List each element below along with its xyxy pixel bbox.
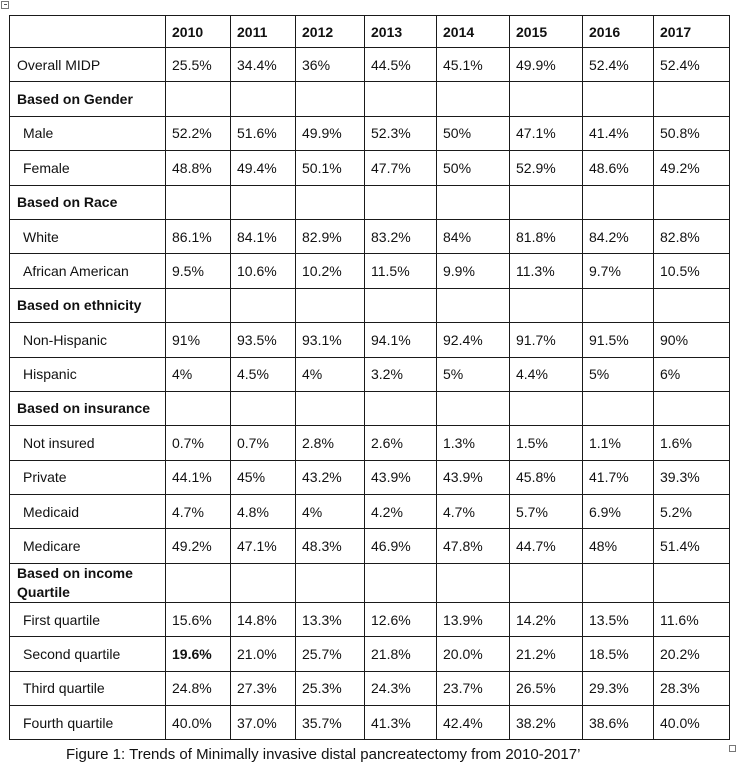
value-cell xyxy=(365,288,437,322)
value-cell: 45% xyxy=(231,460,296,494)
value-cell: 29.3% xyxy=(583,671,654,705)
value-cell: 1.1% xyxy=(583,426,654,460)
value-cell: 37.0% xyxy=(231,706,296,740)
value-cell: 20.0% xyxy=(437,637,510,671)
value-cell: 11.6% xyxy=(654,602,730,636)
value-cell: 49.9% xyxy=(296,116,365,150)
row-label: Male xyxy=(10,116,166,150)
table-body xyxy=(10,48,730,740)
figure-caption: Figure 1: Trends of Minimally invasive distal pancreatectomy from 2010-2017’ xyxy=(66,746,581,763)
value-cell: 91.5% xyxy=(583,323,654,357)
year-header: 2017 xyxy=(654,16,730,48)
value-cell: 84% xyxy=(437,219,510,253)
value-cell xyxy=(437,391,510,425)
value-cell xyxy=(365,185,437,219)
value-cell: 48.6% xyxy=(583,151,654,185)
value-cell: 49.9% xyxy=(510,48,583,82)
row-label: Medicaid xyxy=(10,495,166,529)
value-cell: 90% xyxy=(654,323,730,357)
value-cell: 14.8% xyxy=(231,602,296,636)
value-cell: 5% xyxy=(437,357,510,391)
value-cell: 24.3% xyxy=(365,671,437,705)
row-label: Medicare xyxy=(10,529,166,563)
value-cell xyxy=(231,82,296,116)
value-cell: 47.1% xyxy=(231,529,296,563)
value-cell xyxy=(166,288,231,322)
table-header-row xyxy=(10,16,730,48)
value-cell: 48.8% xyxy=(166,151,231,185)
value-cell: 1.6% xyxy=(654,426,730,460)
row-label: White xyxy=(10,219,166,253)
value-cell: 3.2% xyxy=(365,357,437,391)
table-row xyxy=(10,671,730,705)
value-cell: 43.2% xyxy=(296,460,365,494)
value-cell xyxy=(437,82,510,116)
value-cell: 34.4% xyxy=(231,48,296,82)
value-cell: 4.5% xyxy=(231,357,296,391)
row-label: Fourth quartile xyxy=(10,706,166,740)
value-cell: 1.3% xyxy=(437,426,510,460)
table-row xyxy=(10,48,730,82)
value-cell xyxy=(296,391,365,425)
value-cell: 41.7% xyxy=(583,460,654,494)
value-cell: 52.3% xyxy=(365,116,437,150)
value-cell: 24.8% xyxy=(166,671,231,705)
value-cell: 91% xyxy=(166,323,231,357)
value-cell: 84.1% xyxy=(231,219,296,253)
section-header-row xyxy=(10,185,730,219)
value-cell: 49.2% xyxy=(166,529,231,563)
value-cell xyxy=(437,563,510,602)
value-cell xyxy=(510,288,583,322)
value-cell xyxy=(654,288,730,322)
value-cell: 13.3% xyxy=(296,602,365,636)
value-cell: 4.7% xyxy=(437,495,510,529)
value-cell: 4.2% xyxy=(365,495,437,529)
value-cell: 93.1% xyxy=(296,323,365,357)
table-row xyxy=(10,323,730,357)
value-cell: 44.5% xyxy=(365,48,437,82)
section-label: Based on insurance xyxy=(10,391,166,425)
value-cell: 6.9% xyxy=(583,495,654,529)
value-cell: 86.1% xyxy=(166,219,231,253)
value-cell: 4.7% xyxy=(166,495,231,529)
value-cell: 52.4% xyxy=(583,48,654,82)
value-cell: 13.5% xyxy=(583,602,654,636)
section-header-row xyxy=(10,288,730,322)
value-cell xyxy=(231,391,296,425)
row-label: Non-Hispanic xyxy=(10,323,166,357)
value-cell: 39.3% xyxy=(654,460,730,494)
value-cell: 45.1% xyxy=(437,48,510,82)
value-cell: 21.8% xyxy=(365,637,437,671)
value-cell: 27.3% xyxy=(231,671,296,705)
section-label: Based on Race xyxy=(10,185,166,219)
value-cell xyxy=(654,82,730,116)
value-cell: 4.8% xyxy=(231,495,296,529)
value-cell: 28.3% xyxy=(654,671,730,705)
value-cell: 4% xyxy=(296,495,365,529)
value-cell: 25.5% xyxy=(166,48,231,82)
value-cell: 49.4% xyxy=(231,151,296,185)
value-cell xyxy=(166,391,231,425)
value-cell: 14.2% xyxy=(510,602,583,636)
value-cell: 6% xyxy=(654,357,730,391)
value-cell xyxy=(365,563,437,602)
value-cell: 4.4% xyxy=(510,357,583,391)
value-cell xyxy=(231,185,296,219)
value-cell: 13.9% xyxy=(437,602,510,636)
value-cell: 45.8% xyxy=(510,460,583,494)
value-cell: 9.5% xyxy=(166,254,231,288)
value-cell: 50.8% xyxy=(654,116,730,150)
value-cell xyxy=(437,288,510,322)
value-cell xyxy=(437,185,510,219)
value-cell: 19.6% xyxy=(166,637,231,671)
value-cell: 42.4% xyxy=(437,706,510,740)
value-cell: 18.5% xyxy=(583,637,654,671)
table-row xyxy=(10,706,730,740)
value-cell: 46.9% xyxy=(365,529,437,563)
section-label: Based on ethnicity xyxy=(10,288,166,322)
value-cell: 52.2% xyxy=(166,116,231,150)
year-header: 2014 xyxy=(437,16,510,48)
table-row xyxy=(10,116,730,150)
value-cell: 91.7% xyxy=(510,323,583,357)
table-row xyxy=(10,426,730,460)
year-header: 2012 xyxy=(296,16,365,48)
row-label: Overall MIDP xyxy=(10,48,166,82)
value-cell: 44.7% xyxy=(510,529,583,563)
value-cell: 2.6% xyxy=(365,426,437,460)
value-cell: 43.9% xyxy=(365,460,437,494)
value-cell: 23.7% xyxy=(437,671,510,705)
value-cell xyxy=(166,82,231,116)
year-header: 2011 xyxy=(231,16,296,48)
table-row xyxy=(10,219,730,253)
row-label: Second quartile xyxy=(10,637,166,671)
value-cell: 36% xyxy=(296,48,365,82)
value-cell xyxy=(510,563,583,602)
value-cell: 41.4% xyxy=(583,116,654,150)
value-cell: 21.0% xyxy=(231,637,296,671)
value-cell: 1.5% xyxy=(510,426,583,460)
midp-trends-table xyxy=(9,15,730,740)
table-row xyxy=(10,529,730,563)
value-cell: 25.7% xyxy=(296,637,365,671)
value-cell: 11.5% xyxy=(365,254,437,288)
value-cell: 20.2% xyxy=(654,637,730,671)
value-cell: 2.8% xyxy=(296,426,365,460)
row-label: Third quartile xyxy=(10,671,166,705)
value-cell: 40.0% xyxy=(166,706,231,740)
value-cell: 51.4% xyxy=(654,529,730,563)
value-cell: 81.8% xyxy=(510,219,583,253)
row-label: Not insured xyxy=(10,426,166,460)
value-cell: 52.9% xyxy=(510,151,583,185)
section-header-row xyxy=(10,391,730,425)
value-cell: 35.7% xyxy=(296,706,365,740)
value-cell: 47.1% xyxy=(510,116,583,150)
value-cell: 83.2% xyxy=(365,219,437,253)
row-label: Female xyxy=(10,151,166,185)
value-cell: 15.6% xyxy=(166,602,231,636)
value-cell xyxy=(583,185,654,219)
value-cell: 43.9% xyxy=(437,460,510,494)
table-row xyxy=(10,637,730,671)
year-header: 2013 xyxy=(365,16,437,48)
value-cell: 48.3% xyxy=(296,529,365,563)
value-cell xyxy=(583,82,654,116)
value-cell: 50.1% xyxy=(296,151,365,185)
value-cell: 9.7% xyxy=(583,254,654,288)
value-cell xyxy=(583,563,654,602)
value-cell: 38.2% xyxy=(510,706,583,740)
value-cell xyxy=(231,563,296,602)
value-cell xyxy=(583,391,654,425)
value-cell: 49.2% xyxy=(654,151,730,185)
table-row xyxy=(10,357,730,391)
value-cell: 10.6% xyxy=(231,254,296,288)
value-cell xyxy=(296,185,365,219)
value-cell: 92.4% xyxy=(437,323,510,357)
value-cell xyxy=(296,563,365,602)
value-cell xyxy=(296,288,365,322)
value-cell: 50% xyxy=(437,116,510,150)
value-cell: 84.2% xyxy=(583,219,654,253)
value-cell: 4% xyxy=(296,357,365,391)
value-cell: 0.7% xyxy=(166,426,231,460)
value-cell: 25.3% xyxy=(296,671,365,705)
value-cell: 5% xyxy=(583,357,654,391)
value-cell xyxy=(654,185,730,219)
value-cell: 82.8% xyxy=(654,219,730,253)
section-label: Based on income Quartile xyxy=(10,563,166,602)
row-label: African American xyxy=(10,254,166,288)
value-cell: 40.0% xyxy=(654,706,730,740)
value-cell: 44.1% xyxy=(166,460,231,494)
value-cell xyxy=(654,563,730,602)
paragraph-anchor-icon xyxy=(1,1,9,9)
table-row xyxy=(10,602,730,636)
section-header-row xyxy=(10,82,730,116)
row-label: First quartile xyxy=(10,602,166,636)
value-cell: 47.7% xyxy=(365,151,437,185)
value-cell: 10.2% xyxy=(296,254,365,288)
section-header-row xyxy=(10,563,730,602)
row-label: Hispanic xyxy=(10,357,166,391)
value-cell: 0.7% xyxy=(231,426,296,460)
value-cell: 26.5% xyxy=(510,671,583,705)
year-header: 2016 xyxy=(583,16,654,48)
value-cell: 93.5% xyxy=(231,323,296,357)
value-cell xyxy=(510,185,583,219)
value-cell: 38.6% xyxy=(583,706,654,740)
value-cell: 4% xyxy=(166,357,231,391)
section-label: Based on Gender xyxy=(10,82,166,116)
value-cell xyxy=(296,82,365,116)
value-cell: 94.1% xyxy=(365,323,437,357)
value-cell: 5.2% xyxy=(654,495,730,529)
value-cell: 51.6% xyxy=(231,116,296,150)
value-cell xyxy=(654,391,730,425)
table-row xyxy=(10,495,730,529)
value-cell: 10.5% xyxy=(654,254,730,288)
value-cell xyxy=(510,391,583,425)
table-row xyxy=(10,460,730,494)
year-header: 2015 xyxy=(510,16,583,48)
year-header: 2010 xyxy=(166,16,231,48)
value-cell xyxy=(166,563,231,602)
row-label: Private xyxy=(10,460,166,494)
table-row xyxy=(10,151,730,185)
value-cell: 52.4% xyxy=(654,48,730,82)
value-cell: 12.6% xyxy=(365,602,437,636)
value-cell: 82.9% xyxy=(296,219,365,253)
value-cell: 5.7% xyxy=(510,495,583,529)
value-cell xyxy=(510,82,583,116)
value-cell: 48% xyxy=(583,529,654,563)
value-cell: 11.3% xyxy=(510,254,583,288)
value-cell: 47.8% xyxy=(437,529,510,563)
value-cell xyxy=(231,288,296,322)
header-corner-cell xyxy=(10,16,166,48)
table-row xyxy=(10,254,730,288)
value-cell: 21.2% xyxy=(510,637,583,671)
value-cell: 41.3% xyxy=(365,706,437,740)
value-cell xyxy=(365,391,437,425)
table-resize-handle-icon[interactable] xyxy=(729,745,736,752)
value-cell: 9.9% xyxy=(437,254,510,288)
value-cell xyxy=(166,185,231,219)
value-cell xyxy=(583,288,654,322)
value-cell: 50% xyxy=(437,151,510,185)
value-cell xyxy=(365,82,437,116)
